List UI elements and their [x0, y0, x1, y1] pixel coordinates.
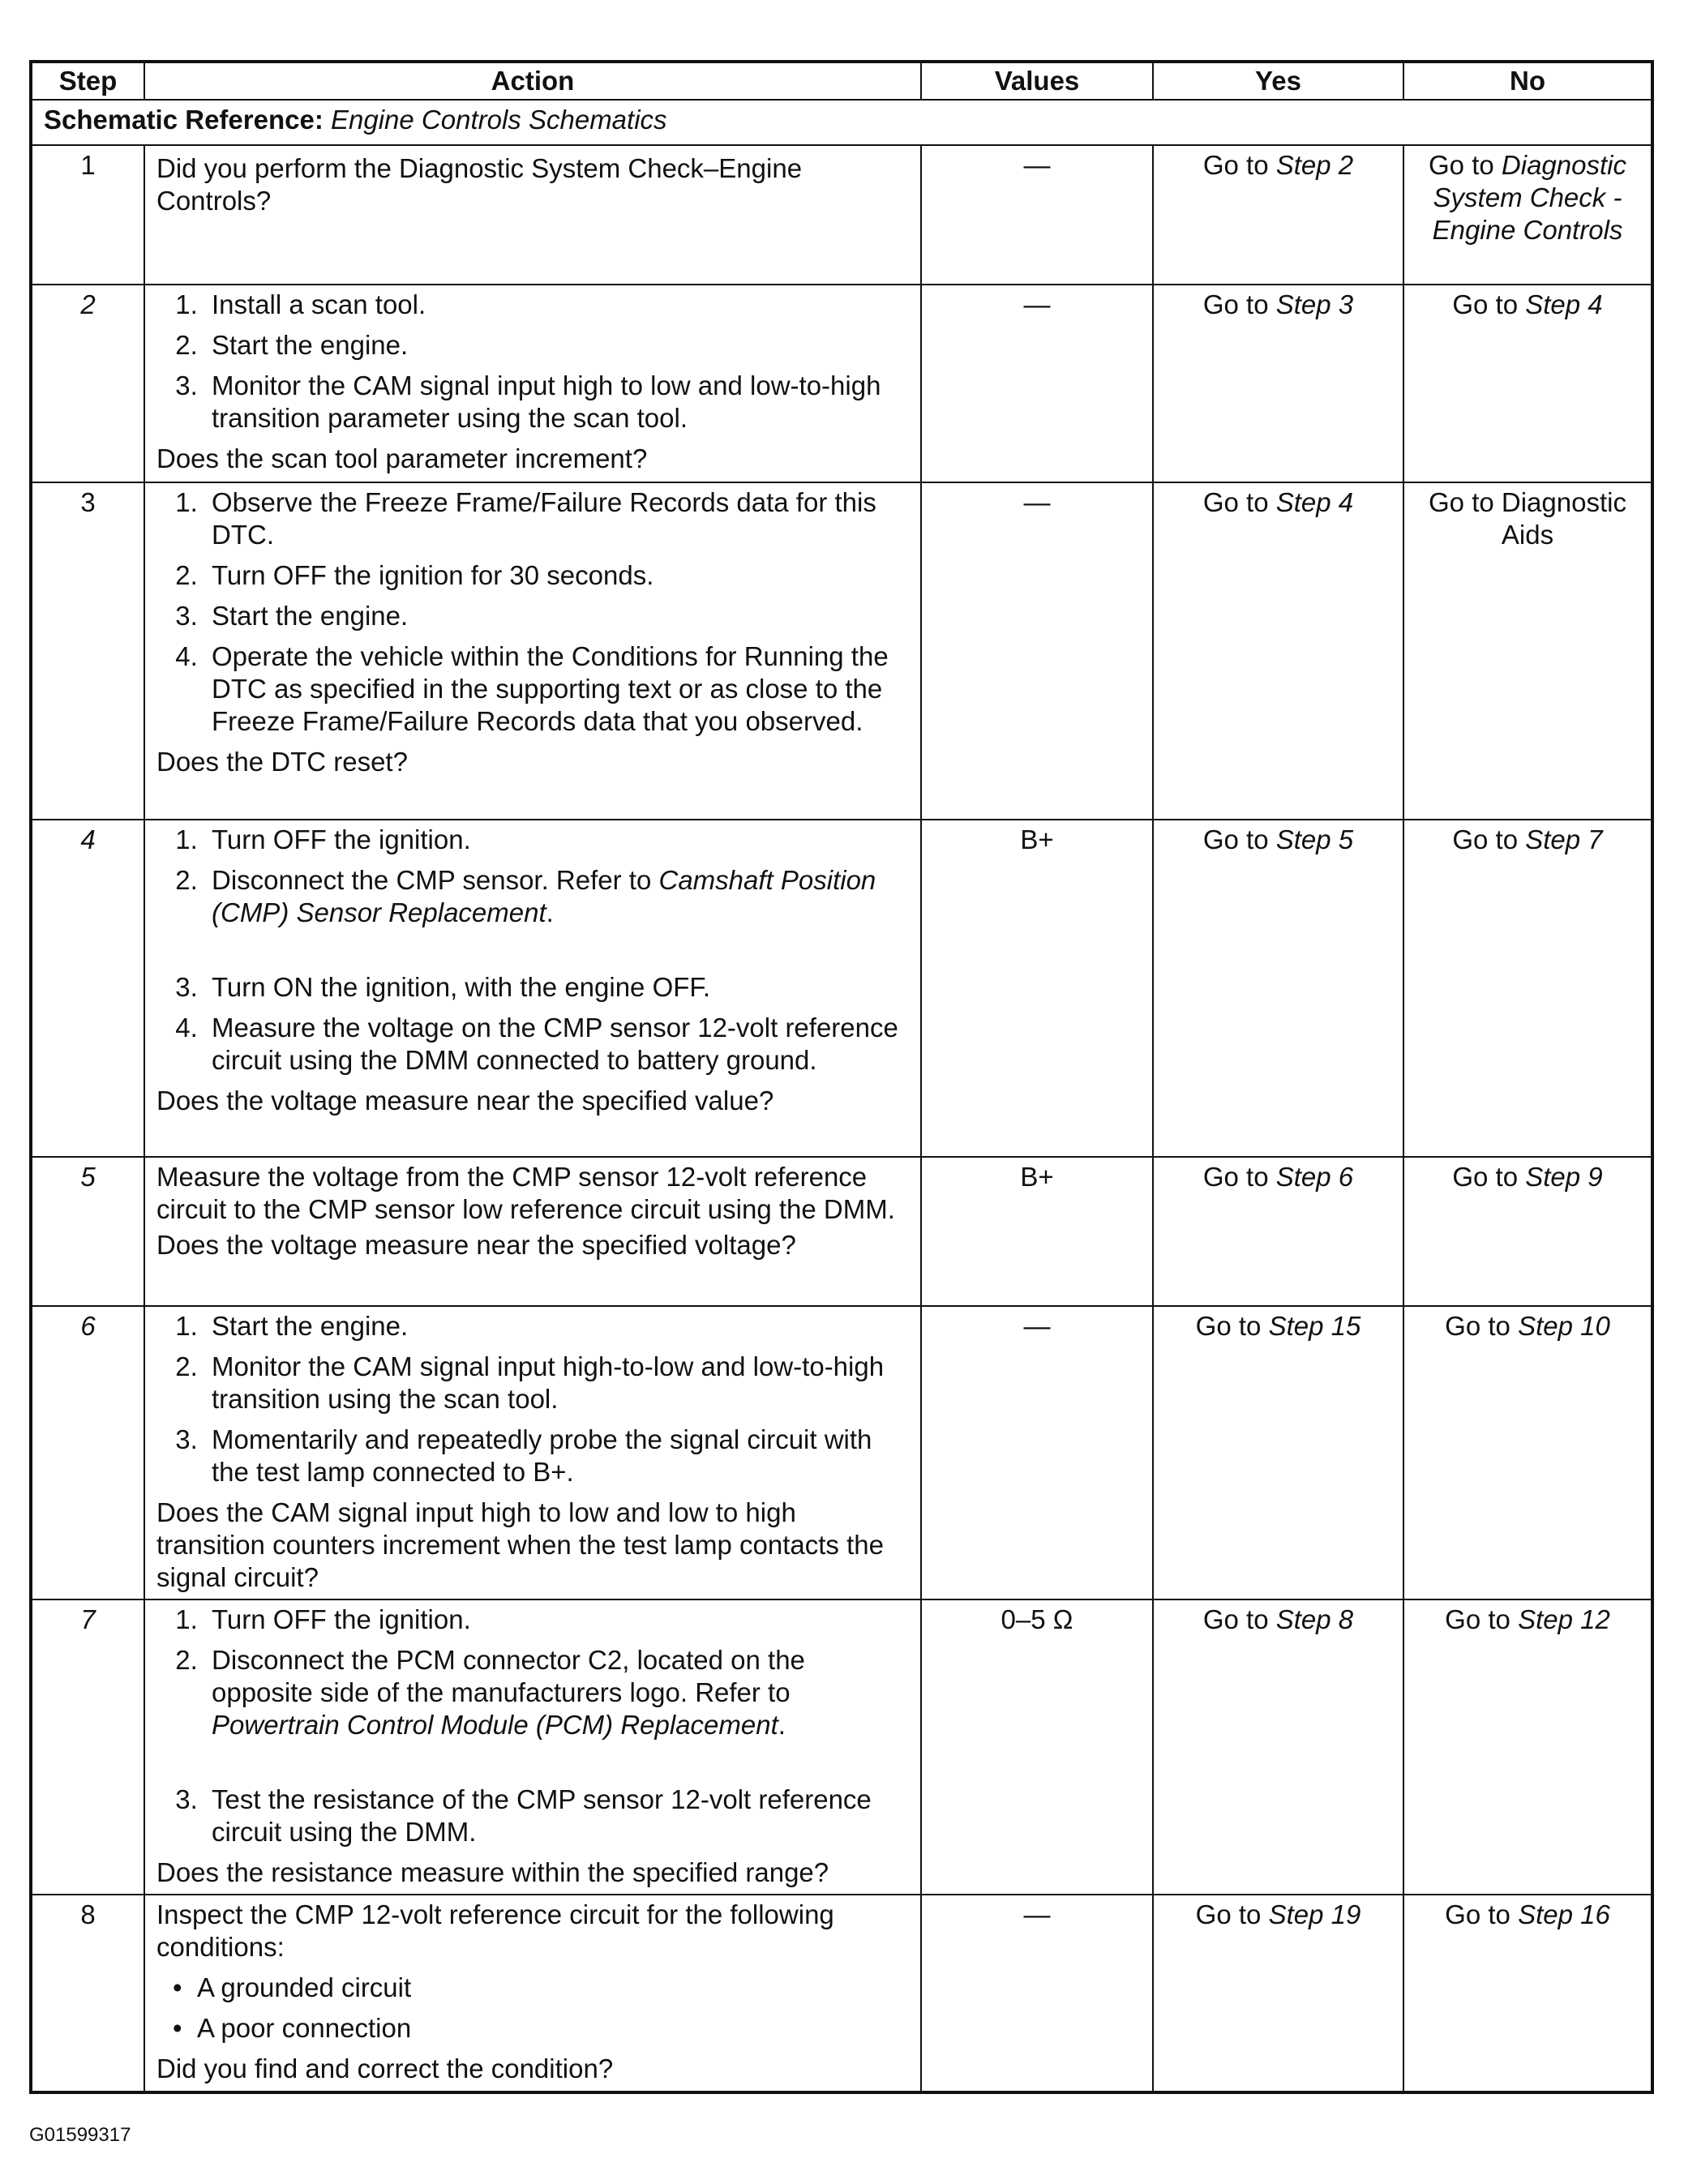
table-row — [31, 1306, 1652, 1599]
no-cell — [1403, 1599, 1652, 1895]
action-cell — [144, 1306, 921, 1599]
header-no: No — [1403, 62, 1652, 100]
list-item: 4. Operate the vehicle within the Conditions for Running the DTC as specified in the supporting text or as close to the Freeze Frame/Failure Records data that you observed. — [205, 640, 909, 738]
no-cell — [1403, 285, 1652, 482]
yes-cell — [1153, 285, 1403, 482]
action-cell — [144, 1157, 921, 1306]
no-prefix: Go to — [1445, 1604, 1519, 1634]
list-item: 3. Momentarily and repeatedly probe the signal circuit with the test lamp connected to B+. — [205, 1424, 909, 1488]
no-link[interactable]: Step 7 — [1525, 824, 1603, 854]
list-item: • A poor connection — [197, 2012, 909, 2045]
list-item: 3. Test the resistance of the CMP sensor 12-volt reference circuit using the DMM. — [205, 1784, 909, 1848]
header-yes: Yes — [1153, 62, 1403, 100]
table-row — [31, 482, 1652, 820]
step-number: 6 — [31, 1306, 144, 1599]
no-cell — [1403, 820, 1652, 1157]
no-cell — [1403, 482, 1652, 820]
no-link[interactable]: Step 9 — [1525, 1162, 1603, 1192]
header-row — [31, 62, 1652, 100]
list-item: 3. Monitor the CAM signal input high to low and low-to-high transition parameter using the scan tool. — [205, 370, 909, 435]
no-cell — [1403, 1157, 1652, 1306]
value-cell: — — [921, 482, 1153, 820]
action-steps — [156, 1604, 909, 1848]
yes-prefix: Go to — [1202, 487, 1276, 517]
no-prefix: Go to — [1452, 289, 1526, 319]
yes-cell — [1153, 145, 1403, 285]
yes-prefix: Go to — [1202, 824, 1276, 854]
yes-link[interactable]: Step 19 — [1268, 1899, 1361, 1929]
value-cell: — — [921, 1306, 1153, 1599]
action-cell — [144, 285, 921, 482]
value-cell: — — [921, 1895, 1153, 2092]
yes-prefix: Go to — [1202, 1604, 1276, 1634]
table-row — [31, 285, 1652, 482]
diagnostic-table — [29, 60, 1654, 2094]
yes-link[interactable]: Step 4 — [1275, 487, 1354, 517]
step-number: 5 — [31, 1157, 144, 1306]
step-number: 8 — [31, 1895, 144, 2092]
value-cell: 0–5 Ω — [921, 1599, 1153, 1895]
yes-prefix: Go to — [1202, 289, 1276, 319]
yes-prefix: Go to — [1195, 1311, 1269, 1341]
action-cell — [144, 145, 921, 285]
action-steps — [156, 1310, 909, 1488]
no-prefix: Go to — [1452, 824, 1526, 854]
list-item: 3. Turn ON the ignition, with the engine OFF. — [205, 971, 909, 1004]
no-cell — [1403, 1895, 1652, 2092]
step-question: Does the resistance measure within the specified range? — [156, 1857, 829, 1887]
step-number: 2 — [31, 285, 144, 482]
step-number: 4 — [31, 820, 144, 1157]
yes-link[interactable]: Step 2 — [1275, 150, 1354, 180]
header-action: Action — [144, 62, 921, 100]
step-instruction: Inspect the CMP 12-volt reference circuit for the following conditions: — [156, 1899, 834, 1962]
table-row — [31, 145, 1652, 285]
yes-link[interactable]: Step 3 — [1275, 289, 1354, 319]
list-item: 2. Disconnect the CMP sensor. Refer to Camshaft Position (CMP) Sensor Replacement. — [205, 864, 909, 929]
step-question: Does the DTC reset? — [156, 747, 408, 777]
no-link[interactable]: Step 12 — [1518, 1604, 1610, 1634]
reference-link[interactable]: Powertrain Control Module (PCM) Replacement — [212, 1710, 778, 1740]
table-row — [31, 820, 1652, 1157]
yes-cell — [1153, 820, 1403, 1157]
step-question: Does the CAM signal input high to low and low to high transition counters increment when the test lamp contacts the signal circuit? — [156, 1497, 884, 1592]
yes-cell — [1153, 1306, 1403, 1599]
list-item: • A grounded circuit — [197, 1972, 909, 2004]
list-item: 2. Start the engine. — [205, 329, 909, 362]
step-question: Did you find and correct the condition? — [156, 2053, 614, 2083]
list-item: 4. Measure the voltage on the CMP sensor 12-volt reference circuit using the DMM connected to battery ground. — [205, 1012, 909, 1077]
step-question: Does the voltage measure near the specified value? — [156, 1086, 774, 1116]
action-cell — [144, 1599, 921, 1895]
action-steps — [156, 824, 909, 1077]
step-question: Did you perform the Diagnostic System Check–Engine Controls? — [156, 153, 803, 216]
schematic-reference-link[interactable]: Engine Controls Schematics — [331, 105, 667, 135]
yes-prefix: Go to — [1202, 1162, 1276, 1192]
list-item-text: Disconnect the PCM connector C2, located on the opposite side of the manufacturers logo. Refer to — [212, 1645, 805, 1707]
list-item: 1. Observe the Freeze Frame/Failure Records data for this DTC. — [205, 486, 909, 551]
step-instruction: Measure the voltage from the CMP sensor 12-volt reference circuit to the CMP sensor low reference circuit using the DMM. — [156, 1162, 895, 1224]
value-cell: — — [921, 285, 1153, 482]
no-prefix: Go to — [1429, 150, 1502, 180]
table-row — [31, 1157, 1652, 1306]
step-question: Does the voltage measure near the specified voltage? — [156, 1230, 796, 1260]
list-item-text: Disconnect the CMP sensor. Refer to — [212, 865, 659, 895]
yes-link[interactable]: Step 5 — [1275, 824, 1354, 854]
reference-link[interactable]: Camshaft Position (CMP) Sensor Replacement — [212, 865, 876, 927]
step-number: 7 — [31, 1599, 144, 1895]
no-link[interactable]: Diagnostic System Check - Engine Controls — [1432, 150, 1626, 245]
list-item: 1. Start the engine. — [205, 1310, 909, 1343]
list-item: 1. Turn OFF the ignition. — [205, 1604, 909, 1636]
action-cell — [144, 482, 921, 820]
yes-prefix: Go to — [1202, 150, 1276, 180]
value-cell: B+ — [921, 820, 1153, 1157]
value-cell: — — [921, 145, 1153, 285]
list-item: 2. Turn OFF the ignition for 30 seconds. — [205, 559, 909, 592]
no-cell — [1403, 1306, 1652, 1599]
schematic-reference-label: Schematic Reference: — [44, 105, 324, 135]
yes-link[interactable]: Step 8 — [1275, 1604, 1354, 1634]
value-cell: B+ — [921, 1157, 1153, 1306]
no-prefix: Go to — [1445, 1899, 1519, 1929]
table-row — [31, 1895, 1652, 2092]
list-item: 1. Install a scan tool. — [205, 289, 909, 321]
no-link[interactable]: Step 16 — [1518, 1899, 1610, 1929]
no-prefix: Go to — [1445, 1311, 1519, 1341]
no-prefix: Go to — [1452, 1162, 1526, 1192]
yes-link[interactable]: Step 6 — [1275, 1162, 1354, 1192]
schematic-reference — [31, 100, 1652, 145]
step-number: 1 — [31, 145, 144, 285]
no-link[interactable]: Step 4 — [1525, 289, 1603, 319]
no-link[interactable]: Step 10 — [1518, 1311, 1610, 1341]
step-number: 3 — [31, 482, 144, 820]
list-item: 1. Turn OFF the ignition. — [205, 824, 909, 856]
no-cell — [1403, 145, 1652, 285]
yes-cell — [1153, 482, 1403, 820]
figure-code: G01599317 — [29, 2124, 131, 2146]
yes-link[interactable]: Step 15 — [1268, 1311, 1361, 1341]
header-values: Values — [921, 62, 1153, 100]
list-item: 2. Monitor the CAM signal input high-to-low and low-to-high transition using the scan tool. — [205, 1351, 909, 1415]
no-link[interactable]: Go to Diagnostic Aids — [1429, 487, 1626, 550]
yes-cell — [1153, 1895, 1403, 2092]
action-steps — [156, 486, 909, 738]
yes-prefix: Go to — [1195, 1899, 1269, 1929]
list-item: 2. Disconnect the PCM connector C2, located on the opposite side of the manufacturers logo. Refer to Powertrain Control Module (PCM) Replacement. — [205, 1644, 909, 1741]
list-item: 3. Start the engine. — [205, 600, 909, 632]
header-step: Step — [31, 62, 144, 100]
action-cell — [144, 820, 921, 1157]
yes-cell — [1153, 1599, 1403, 1895]
action-steps — [156, 289, 909, 435]
condition-list — [156, 1972, 909, 2045]
step-question: Does the scan tool parameter increment? — [156, 443, 648, 473]
action-cell — [144, 1895, 921, 2092]
yes-cell — [1153, 1157, 1403, 1306]
schematic-reference-row — [31, 100, 1652, 145]
table-row — [31, 1599, 1652, 1895]
